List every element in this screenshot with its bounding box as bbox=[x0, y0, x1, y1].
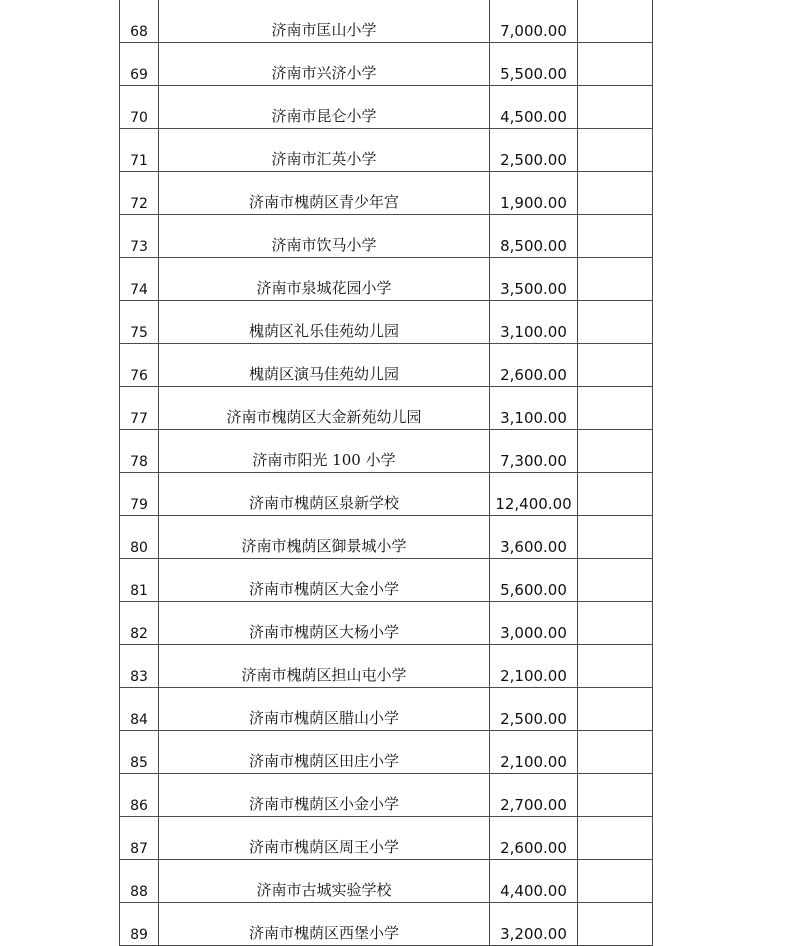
school-name-cell: 济南市饮马小学 bbox=[159, 215, 490, 258]
remark-cell bbox=[578, 86, 653, 129]
amount-cell: 3,000.00 bbox=[490, 602, 578, 645]
remark-cell bbox=[578, 688, 653, 731]
amount-cell: 3,100.00 bbox=[490, 301, 578, 344]
school-name-cell: 济南市槐荫区腊山小学 bbox=[159, 688, 490, 731]
amount-cell: 8,500.00 bbox=[490, 215, 578, 258]
amount-cell: 3,200.00 bbox=[490, 903, 578, 946]
amount-cell: 2,500.00 bbox=[490, 688, 578, 731]
remark-cell bbox=[578, 430, 653, 473]
amount-cell: 3,500.00 bbox=[490, 258, 578, 301]
amount-cell: 2,500.00 bbox=[490, 129, 578, 172]
amount-cell: 4,500.00 bbox=[490, 86, 578, 129]
remark-cell bbox=[578, 473, 653, 516]
table-row bbox=[120, 215, 653, 258]
row-number-cell: 69 bbox=[120, 43, 159, 86]
school-name-cell: 济南市槐荫区田庄小学 bbox=[159, 731, 490, 774]
school-name-cell: 槐荫区演马佳苑幼儿园 bbox=[159, 344, 490, 387]
table-row bbox=[120, 258, 653, 301]
table-row bbox=[120, 817, 653, 860]
school-name-cell: 济南市槐荫区周王小学 bbox=[159, 817, 490, 860]
row-number-cell: 86 bbox=[120, 774, 159, 817]
school-name-cell: 济南市兴济小学 bbox=[159, 43, 490, 86]
row-number-cell: 85 bbox=[120, 731, 159, 774]
remark-cell bbox=[578, 215, 653, 258]
remark-cell bbox=[578, 645, 653, 688]
remark-cell bbox=[578, 774, 653, 817]
table-row bbox=[120, 430, 653, 473]
remark-cell bbox=[578, 731, 653, 774]
remark-cell bbox=[578, 817, 653, 860]
school-name-cell: 济南市槐荫区大金新苑幼儿园 bbox=[159, 387, 490, 430]
allocation-table bbox=[119, 0, 653, 946]
remark-cell bbox=[578, 301, 653, 344]
amount-cell: 3,100.00 bbox=[490, 387, 578, 430]
amount-cell: 7,000.00 bbox=[490, 0, 578, 43]
row-number-cell: 80 bbox=[120, 516, 159, 559]
school-name-cell: 济南市槐荫区大金小学 bbox=[159, 559, 490, 602]
row-number-cell: 81 bbox=[120, 559, 159, 602]
amount-cell: 2,100.00 bbox=[490, 645, 578, 688]
school-name-cell: 济南市槐荫区大杨小学 bbox=[159, 602, 490, 645]
amount-cell: 2,600.00 bbox=[490, 817, 578, 860]
table-row bbox=[120, 86, 653, 129]
school-name-cell: 济南市阳光 100 小学 bbox=[159, 430, 490, 473]
remark-cell bbox=[578, 387, 653, 430]
amount-cell: 7,300.00 bbox=[490, 430, 578, 473]
amount-cell: 12,400.00 bbox=[490, 473, 578, 516]
amount-cell: 5,500.00 bbox=[490, 43, 578, 86]
table-row bbox=[120, 0, 653, 43]
row-number-cell: 77 bbox=[120, 387, 159, 430]
row-number-cell: 84 bbox=[120, 688, 159, 731]
remark-cell bbox=[578, 172, 653, 215]
table-body bbox=[120, 0, 653, 946]
table-row bbox=[120, 516, 653, 559]
amount-cell: 5,600.00 bbox=[490, 559, 578, 602]
row-number-cell: 73 bbox=[120, 215, 159, 258]
row-number-cell: 89 bbox=[120, 903, 159, 946]
row-number-cell: 72 bbox=[120, 172, 159, 215]
row-number-cell: 75 bbox=[120, 301, 159, 344]
remark-cell bbox=[578, 903, 653, 946]
remark-cell bbox=[578, 602, 653, 645]
table-row bbox=[120, 903, 653, 946]
table-row bbox=[120, 129, 653, 172]
amount-cell: 4,400.00 bbox=[490, 860, 578, 903]
table-row bbox=[120, 645, 653, 688]
row-number-cell: 74 bbox=[120, 258, 159, 301]
table-row bbox=[120, 559, 653, 602]
amount-cell: 2,100.00 bbox=[490, 731, 578, 774]
table-row bbox=[120, 602, 653, 645]
table-row bbox=[120, 731, 653, 774]
school-name-cell: 济南市古城实验学校 bbox=[159, 860, 490, 903]
school-name-cell: 济南市槐荫区担山屯小学 bbox=[159, 645, 490, 688]
school-name-cell: 济南市匡山小学 bbox=[159, 0, 490, 43]
school-name-cell: 济南市槐荫区御景城小学 bbox=[159, 516, 490, 559]
row-number-cell: 76 bbox=[120, 344, 159, 387]
table-row bbox=[120, 688, 653, 731]
table-row bbox=[120, 860, 653, 903]
school-name-cell: 济南市汇英小学 bbox=[159, 129, 490, 172]
table-row bbox=[120, 774, 653, 817]
row-number-cell: 83 bbox=[120, 645, 159, 688]
table-row bbox=[120, 344, 653, 387]
table-row bbox=[120, 172, 653, 215]
amount-cell: 2,600.00 bbox=[490, 344, 578, 387]
row-number-cell: 79 bbox=[120, 473, 159, 516]
table-row bbox=[120, 43, 653, 86]
table-row bbox=[120, 473, 653, 516]
remark-cell bbox=[578, 258, 653, 301]
row-number-cell: 71 bbox=[120, 129, 159, 172]
remark-cell bbox=[578, 516, 653, 559]
remark-cell bbox=[578, 344, 653, 387]
school-name-cell: 济南市泉城花园小学 bbox=[159, 258, 490, 301]
remark-cell bbox=[578, 129, 653, 172]
remark-cell bbox=[578, 0, 653, 43]
row-number-cell: 88 bbox=[120, 860, 159, 903]
school-name-cell: 济南市槐荫区小金小学 bbox=[159, 774, 490, 817]
amount-cell: 2,700.00 bbox=[490, 774, 578, 817]
table-row bbox=[120, 387, 653, 430]
school-name-cell: 济南市昆仑小学 bbox=[159, 86, 490, 129]
remark-cell bbox=[578, 43, 653, 86]
row-number-cell: 82 bbox=[120, 602, 159, 645]
row-number-cell: 68 bbox=[120, 0, 159, 43]
remark-cell bbox=[578, 860, 653, 903]
row-number-cell: 87 bbox=[120, 817, 159, 860]
row-number-cell: 70 bbox=[120, 86, 159, 129]
school-name-cell: 济南市槐荫区青少年宫 bbox=[159, 172, 490, 215]
table-row bbox=[120, 301, 653, 344]
row-number-cell: 78 bbox=[120, 430, 159, 473]
school-name-cell: 济南市槐荫区西堡小学 bbox=[159, 903, 490, 946]
school-name-cell: 槐荫区礼乐佳苑幼儿园 bbox=[159, 301, 490, 344]
school-name-cell: 济南市槐荫区泉新学校 bbox=[159, 473, 490, 516]
remark-cell bbox=[578, 559, 653, 602]
amount-cell: 3,600.00 bbox=[490, 516, 578, 559]
amount-cell: 1,900.00 bbox=[490, 172, 578, 215]
